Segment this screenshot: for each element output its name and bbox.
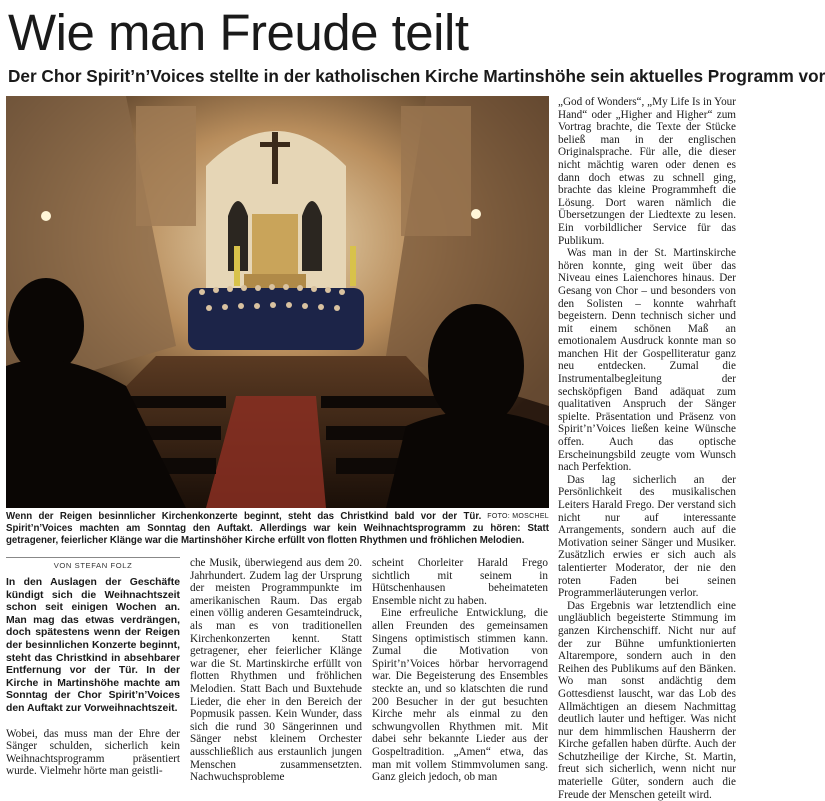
column-1: [6, 577, 180, 778]
photo-credit: FOTO: MOSCHEL: [487, 513, 549, 520]
body-paragraph: Was man in der St. Martinskirche hören konnte, ging weit über das Niveau eines Laienchores hinaus. Der Gesang von Chor – und besonders von den Solisten – konnte wahrhaft begeistern. Denn technisch sicher und mit einem schönen Maß an emotionalem Ausdruck konnte man so manchen Hit der Gospelliteratur ganz neu entdecken. Zumal die Instrumentalbegleitung der sechsköpfigen Band adäquat zum qualitativen Anspruch der Sänger spielte. Präsentation und Präsenz von Spirit’n’Voices ließen keine Wünsche offen. Auch das optische Erscheinungsbild zeugte vom Wunsch nach Perfektion.: [558, 247, 736, 474]
caption-text: Wenn der Reigen besinnlicher Kirchenkonzerte beginnt, steht das Christkind bald vor der Tür. Spirit’n’Voices machten am Sonntag den Auftakt. Allerdings war kein Weihnachtsprogramm zu hören: Statt getragener, feierlicher Klänge war die Martinshöher Kirche erfüllt von flotten Rhythmen und fröhlichen Melodien.: [6, 511, 549, 547]
byline: VON STEFAN FOLZ: [6, 557, 180, 570]
body-paragraph: che Musik, überwiegend aus dem 20. Jahrhundert. Zudem lag der Ursprung der meisten Programmpunkte im amerikanischen Raum. Das ergab einen völlig anderen Gesamteindruck, als man es von traditionellen Kirchenkonzerten kennt. Statt getragener, eher feierlicher Klänge war die St. Martinskirche erfüllt von flotten Rhythmen und fröhlichen Melodien. Statt Bach und Buxtehude Lieder, die eher in den Bereich der Popmusik passen. Kein Wunder, dass sich die rund 30 Sängerinnen und Sänger nebst kleinem Orchester ausschließlich aus erstaunlich jungen Menschen zusammensetzten. Nachwuchsprobleme: [190, 557, 362, 784]
subheadline: Der Chor Spirit’n’Voices stellte in der katholischen Kirche Martinshöhe sein aktuelles Programm vor: [8, 66, 825, 86]
body-paragraph: Eine erfreuliche Entwicklung, die allen Freunden des gemeinsamen Singens optimistisch stimmen kann. Zumal die Motivation von Spirit’n’Voices hörbar hervorragend war. Die Begeisterung des Ensembles steckte an, und so klatschten die rund 200 Besucher in der gut besuchten Kirche mehr als einmal zu den schwungvollen Rhythmen mit. Mit dabei sehr bekannte Lieder aus der Gospeltradition. „Amen“ etwa, das man mit vollem Stimmvolumen sang. Ganz gleich jedoch, ob man: [372, 607, 548, 784]
lead-paragraph: In den Auslagen der Geschäfte kündigt sich die Weihnachtszeit schon seit einigen Wochen an. Man mag das etwas verdrängen, doch spätestens wenn der Reigen der besinnlichen Konzerte beginnt, steht das Christkind in absehbarer Entfernung vor der Tür. In der Kirche in Martinshöhe machte am Sonntag der Chor Spirit’n’Voices den Auftakt zur Vorweihnachtszeit.: [6, 577, 180, 714]
body-paragraph: Wobei, das muss man der Ehre der Sänger schulden, sicherlich kein Weihnachtsprogramm präsentiert wurde. Vielmehr hörte man geistli-: [6, 727, 180, 778]
column-3: [372, 557, 548, 784]
body-paragraph: scheint Chorleiter Harald Frego sichtlich mit seinem in Hütschenhausen beheimateten Ensemble nicht zu haben.: [372, 557, 548, 607]
body-paragraph: Das Ergebnis war letztendlich eine ungläublich begeisterte Stimmung im ganzen Kirchenschiff. Nicht nur auf der zur Bühne umfunktionierten Altarempore, sondern auch in den Reihen des Publikums auf den Bänken. Wo man sonst andächtig dem Gottesdienst lauscht, war das Lob des Allmächtigen an diesem Nachmittag deutlich lauter und heftiger. Was nicht nur dem himmlischen Hausherrn der Kirche gefallen haben dürfte. Auch der Schutzheilige der Kirche, St. Martin, freut sich sicherlich, wenn nicht nur materielle Güter, sondern auch die Freude der Menschen geteilt wird.: [558, 599, 736, 801]
body-paragraph: Das lag sicherlich an der Persönlichkeit des musikalischen Leiters Harald Frego. Der verstand sich nicht nur auf interessante Arrangements, sondern auch auf die Motivation seiner Sänger und Musiker. Zusätzlich erwies er sich auch als talentierter Moderator, der nie den roten Faden bei seinen Programmerläuterungen verlor.: [558, 473, 736, 600]
body-paragraph: „God of Wonders“, „My Life Is in Your Hand“ oder „Higher and Higher“ zum Vortrag brachte, die Texte der Stücke beließ man in der englischen Originalsprache. Für alle, die dieser nicht mächtig waren oder denen es dann doch etwas zu schnell ging, brachte das kleine Programmheft die Lösung. Dort waren nämlich die Übersetzungen der Liedtexte zu lesen. Ein vorbildlicher Service für das Publikum.: [558, 96, 736, 247]
column-4: [558, 96, 736, 801]
choir-concert-photo: [6, 96, 549, 508]
headline: Wie man Freude teilt: [8, 4, 469, 61]
church-interior-illustration: [6, 96, 549, 508]
column-2: [190, 557, 362, 784]
photo-caption: [6, 511, 549, 548]
